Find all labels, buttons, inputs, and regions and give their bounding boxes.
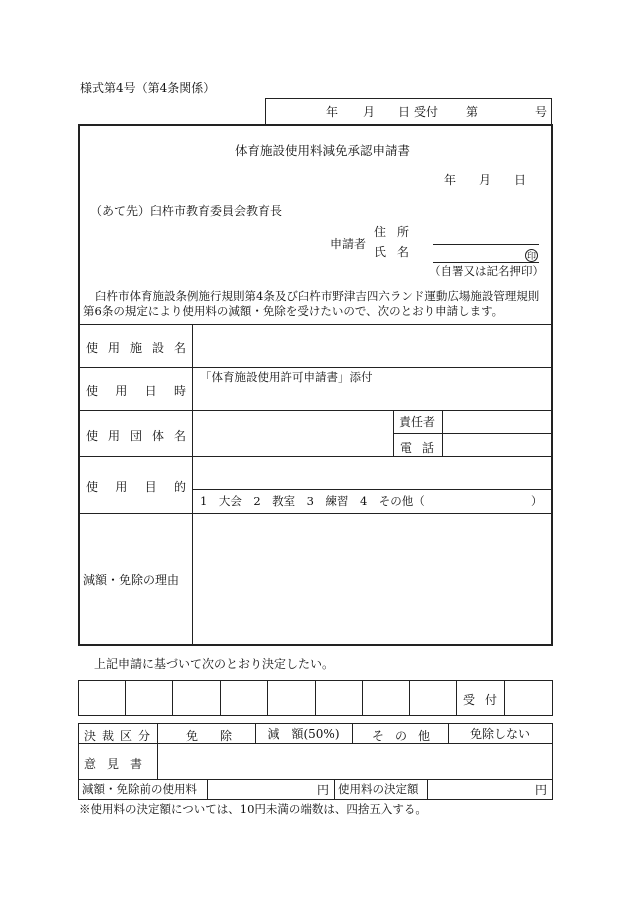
seal-mark: 印 [525,249,538,262]
option-reduced: 減 額(50%) [267,726,340,741]
responsible-person-label: 責任者 [399,415,436,429]
statement-line-1: 臼杵市体育施設条例施行規則第4条及び臼杵市野津吉四六ランド運動広場施設管理規則 [95,289,540,303]
receipt-day: 日 [398,105,411,119]
usage-purpose-label: 使 用 目 的 [86,480,186,494]
receipt-no-prefix: 第 [466,105,479,119]
form-title: 体育施設使用料減免承認申請書 [235,143,411,158]
signature-note: （自署又は記名押印） [429,264,544,278]
receipt-year: 年 [326,105,339,119]
opinion-label: 意 見 書 [84,757,142,771]
table-top-line [79,324,552,325]
address-line [433,244,539,245]
address-label-2: 所 [397,225,410,239]
usage-datetime-label: 使 用 日 時 [86,384,186,398]
statement-line-2: 第6条の規定により使用料の減額・免除を受けたいので、次のとおり申請します。 [83,304,504,318]
name-line [433,262,539,263]
option-no-exempt: 免除しない [469,726,530,741]
form-number: 様式第4号（第4条関係） [80,81,216,95]
label-column-divider [192,324,193,645]
name-label-1: 氏 [374,245,387,259]
date-year: 年 [444,173,457,187]
address-label-1: 住 [374,225,387,239]
receipt-no-suffix: 号 [535,105,548,119]
addressee: （あて先）臼杵市教育委員会教育長 [90,204,283,218]
group-name-label: 使 用 団 体 名 [86,429,186,443]
final-fee-yen: 円 [535,783,548,797]
reduction-reason-label: 減額・免除の理由 [83,573,180,587]
decision-category-label: 決 裁 区 分 [84,729,150,743]
final-fee-label: 使用料の決定額 [338,782,419,796]
purpose-options-close: ） [531,494,543,508]
receipt-month: 月 [363,105,376,119]
footnote: ※使用料の決定額については、10円未満の端数は、四捨五入する。 [79,802,427,816]
name-label-2: 名 [397,245,410,259]
receipt-received: 受付 [414,105,439,119]
option-exempt: 免 除 [186,729,232,743]
facility-name-label: 使 用 施 設 名 [86,341,186,355]
phone-label: 電 話 [400,441,434,455]
decision-intro: 上記申請に基づいて次のとおり決定したい。 [94,657,335,671]
date-day: 日 [514,173,527,187]
approval-received-label: 受 付 [463,693,497,707]
applicant-label: 申請者 [330,237,367,251]
purpose-options: 1 大会 2 教室 3 練習 4 その他（ [200,494,425,508]
usage-datetime-note: 「体育施設使用許可申請書」添付 [200,370,373,384]
date-month: 月 [479,173,492,187]
pre-fee-label: 減額・免除前の使用料 [82,782,197,796]
pre-fee-yen: 円 [317,783,330,797]
option-other: そ の 他 [372,729,430,743]
